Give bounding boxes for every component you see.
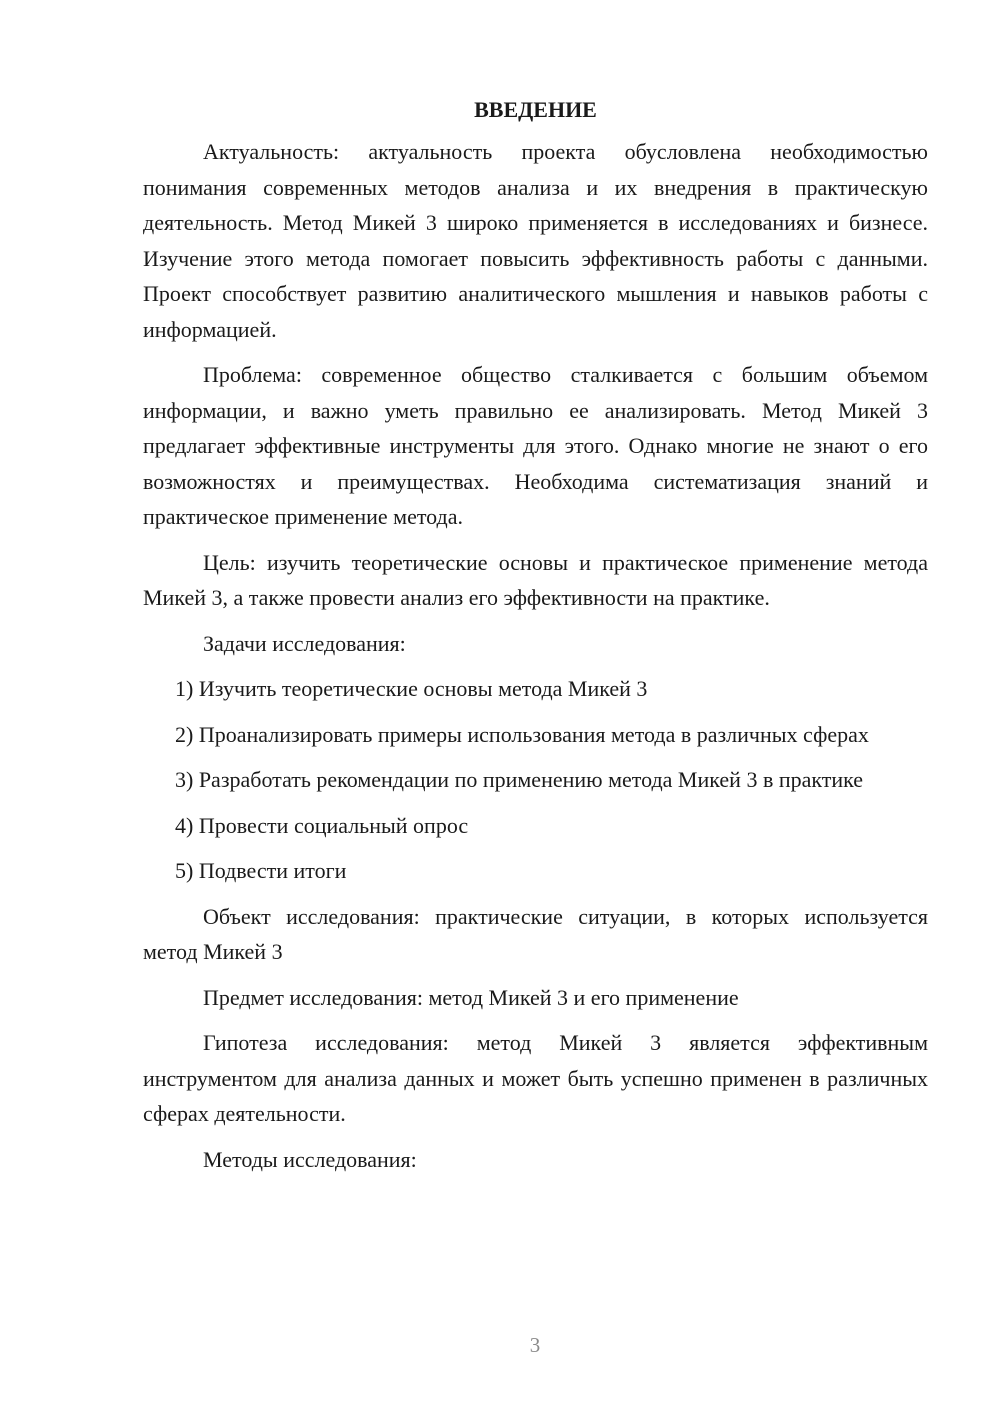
paragraph-object: Объект исследования: практические ситуации, в которых используется метод Микей 3 [143,903,928,964]
page-number: 3 [529,1333,541,1357]
paragraph-goal: Цель: изучить теоретические основы и практическое применение метода Микей 3, а также провести анализ его эффективности на практике. [143,549,928,610]
methods-heading: Методы исследования: [203,1146,417,1172]
paragraph-subject: Предмет исследования: метод Микей 3 и его применение [203,984,739,1010]
paragraph-problem: Проблема: современное общество сталкивается с большим объемом информации, и важно уметь правильно ее анализировать. Метод Микей 3 предлагает эффективные инструменты для этого. Однако многие не знают о его возможностях и преимуществах. Необходима систематизация знаний и практическое применение метода. [143,362,928,529]
tasks-heading: Задачи исследования: [203,630,406,656]
task-item-3: 3) Разработать рекомендации по применению метода Микей 3 в практике [175,767,864,792]
paragraph-relevance: Актуальность: актуальность проекта обусловлена необходимостью понимания современных методов анализа и их внедрения в практическую деятельность. Метод Микей 3 широко применяется в исследованиях и бизнесе. Изучение этого метода помогает повысить эффективность работы с данными. Проект способствует развитию аналитического мышления и навыков работы с информацией. [143,139,928,342]
task-item-4: 4) Провести социальный опрос [175,812,469,838]
paragraph-hypothesis: Гипотеза исследования: метод Микей 3 является эффективным инструментом для анализа данных и может быть успешно применен в различных сферах деятельности. [143,1030,928,1126]
task-item-2: 2) Проанализировать примеры использования метода в различных сферах [175,721,869,747]
document-page [143,92,928,1187]
task-item-5: 5) Подвести итоги [175,858,347,883]
task-item-1: 1) Изучить теоретические основы метода Микей 3 [175,676,648,701]
page-title: ВВЕДЕНИЕ [474,97,597,122]
